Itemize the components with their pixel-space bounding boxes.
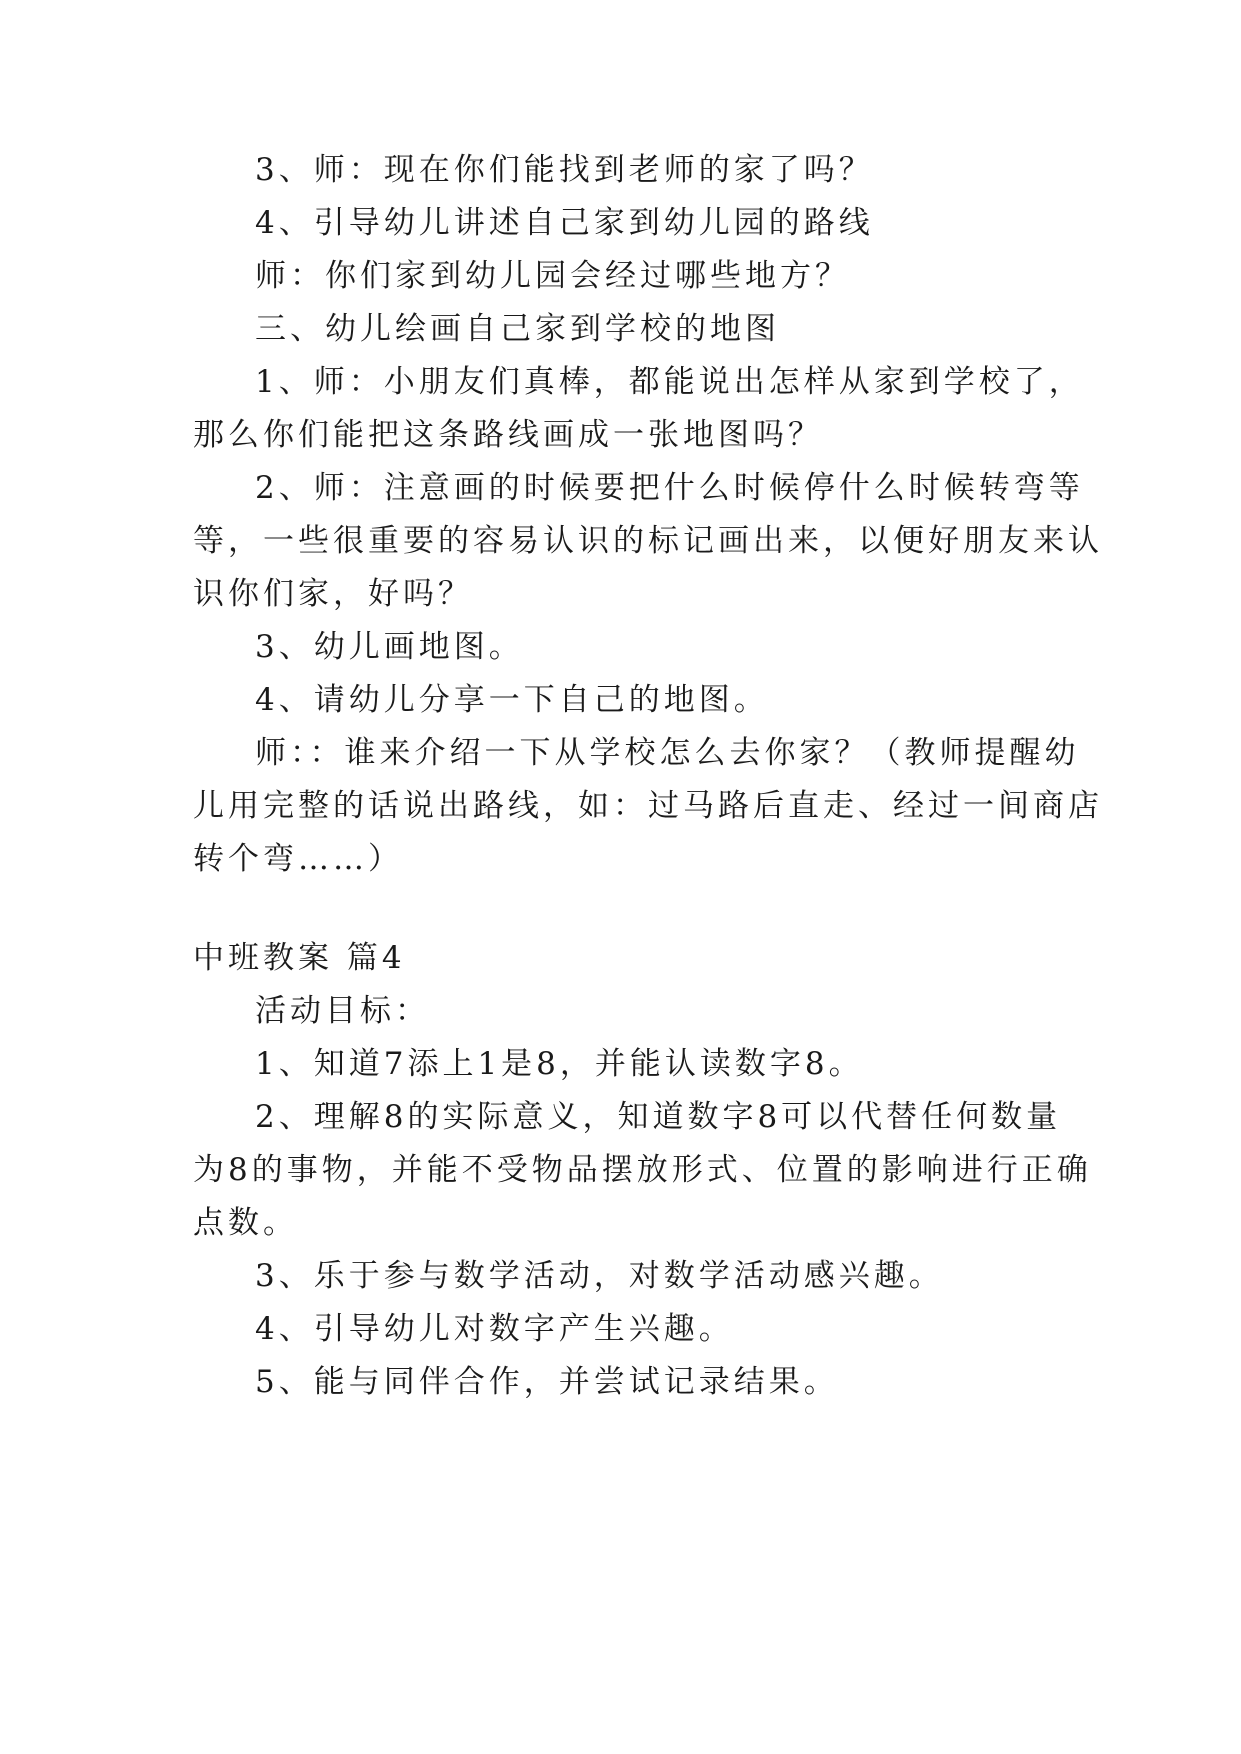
paragraph-line: 点数。 (193, 1205, 298, 1241)
paragraph-line: 师：你们家到幼儿园会经过哪些地方？ (255, 258, 850, 294)
section-heading: 三、幼儿绘画自己家到学校的地图 (255, 311, 780, 347)
paragraph-line: 1、师：小朋友们真棒，都能说出怎样从家到学校了， (255, 364, 1084, 400)
paragraph-line: 2、师：注意画的时候要把什么时候停什么时候转弯等 (255, 470, 1084, 506)
paragraph-line: 4、引导幼儿对数字产生兴趣。 (255, 1311, 734, 1347)
paragraph-line: 活动目标： (255, 993, 430, 1029)
paragraph-line: 师：：谁来介绍一下从学校怎么去你家？（教师提醒幼 (255, 735, 1080, 771)
paragraph-line: 1、知道7添上1是8，并能认读数字8。 (255, 1046, 864, 1082)
paragraph-line: 3、乐于参与数学活动，对数学活动感兴趣。 (255, 1258, 944, 1294)
paragraph-line: 5、能与同伴合作，并尝试记录结果。 (255, 1364, 839, 1400)
paragraph-line: 为8的事物，并能不受物品摆放形式、位置的影响进行正确 (193, 1152, 1092, 1188)
paragraph-line: 转个弯……） (193, 841, 403, 877)
paragraph-line: 3、幼儿画地图。 (255, 629, 524, 665)
paragraph-line: 那么你们能把这条路线画成一张地图吗？ (193, 417, 823, 453)
paragraph-line: 儿用完整的话说出路线，如：过马路后直走、经过一间商店 (193, 788, 1103, 824)
paragraph-line: 等，一些很重要的容易认识的标记画出来，以便好朋友来认 (193, 523, 1103, 559)
paragraph-line: 3、师：现在你们能找到老师的家了吗？ (255, 152, 874, 188)
paragraph-line: 4、请幼儿分享一下自己的地图。 (255, 682, 769, 718)
document-heading: 中班教案 篇4 (193, 940, 406, 976)
paragraph-line: 识你们家，好吗？ (193, 576, 473, 612)
paragraph-line: 2、理解8的实际意义，知道数字8可以代替任何数量 (255, 1099, 1062, 1135)
paragraph-line: 4、引导幼儿讲述自己家到幼儿园的路线 (255, 205, 874, 241)
